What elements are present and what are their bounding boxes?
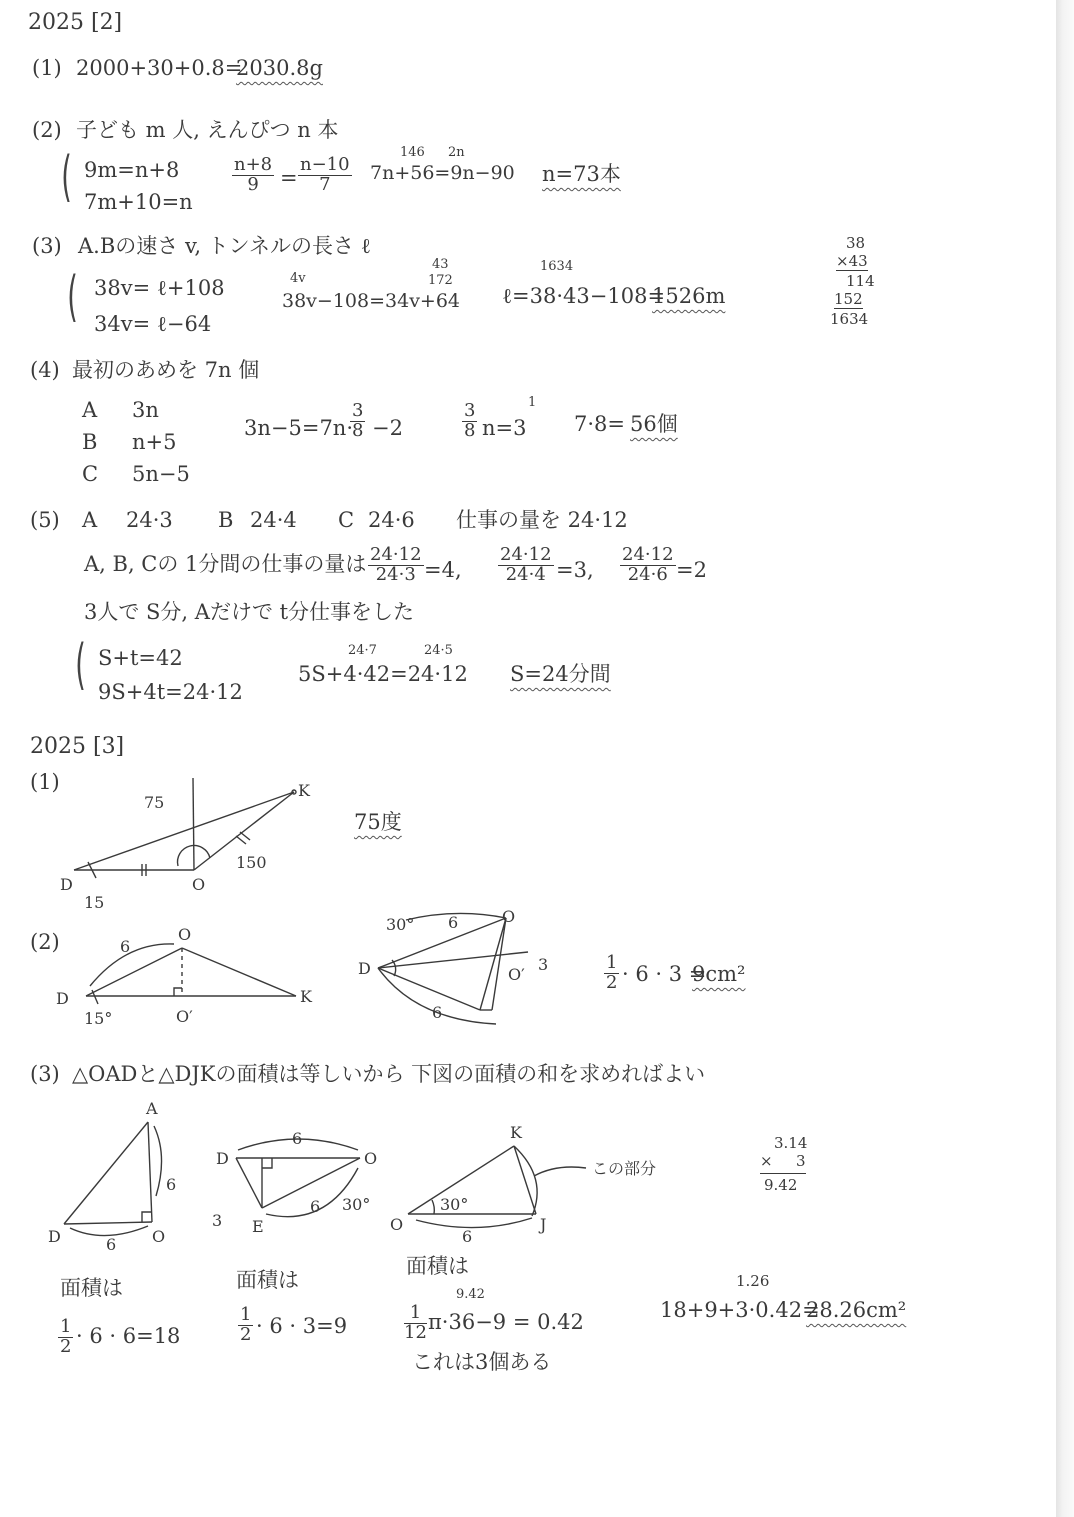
s3-p3-intro: △OADと△DJKの面積は等しいから 下図の面積の和を求めればよい [72,1062,706,1086]
s3-p2-arc [90,944,174,986]
p3-brace: ( [67,265,78,328]
p5-answer: S=24分間 [510,662,611,686]
s3-p2b-label-3: 3 [538,955,549,974]
s3-p3-area3-note: 9.42 [456,1287,485,1302]
s3-p3f3-arc-bottom [416,1218,532,1228]
s3-p2-label-6: 6 [120,937,131,956]
s3-p1-label-75: 75 [144,793,165,812]
s3-p2-label-15: 15° [84,1009,113,1028]
p3-mid-note-2: 43 [432,257,449,272]
s3-p1-answer: 75度 [354,810,402,834]
s3-p3f3-label-k: K [510,1123,522,1142]
p4-row-b-value: n+5 [132,430,177,454]
p3-calc-line-5: 1634 [830,310,869,328]
s3-p3-calc-line-1: 3.14 [774,1134,808,1152]
p3-intro: A.Bの速さ v, トンネルの長さ ℓ [78,234,371,258]
s3-p3-area3: π·36−9 = 0.42 [428,1310,584,1334]
p3-result-note: 1634 [540,259,574,274]
s3-p3f1-right-angle [142,1212,152,1222]
s3-p3f2-label-3: 3 [212,1211,223,1230]
s3-p1-tick [240,832,250,840]
p4-equation-left: 3n−5=7n· [244,416,353,440]
s3-p2-line-do [86,948,182,996]
s3-p2b-line-4 [492,918,506,1010]
s3-p3-number: (3) [30,1062,60,1086]
s3-p3f2-label-6b: 6 [310,1197,321,1216]
p2-eq1: 9m=n+8 [84,158,180,182]
p1-answer: 2030.8g [236,56,323,80]
s3-p3-area2: · 6 · 3=9 [256,1314,348,1338]
p4-solution-note: 1 [528,395,537,410]
p2-number: (2) [32,118,62,142]
p4-solution-fraction: $\frac{3}{8}$ [464,400,476,441]
p5-eq2: 9S+4t=24·12 [98,680,243,704]
s3-p3f1-label-o: O [152,1227,166,1246]
s3-p3f3-label-j: J [540,1215,547,1234]
p5-c-label: C [338,508,355,532]
s3-p3-calc-line-2: 3 [796,1152,806,1170]
p4-equation-fraction: $\frac{3}{8}$ [352,400,364,441]
s3-p2b-label-o-prime: O′ [508,965,525,984]
p4-intro: 最初のあめを 7n 個 [72,358,260,382]
s3-p3f2-right-angle [262,1158,272,1168]
s3-p3f1-line-do [64,1222,152,1224]
s3-p3f1-label-a: A [146,1099,158,1118]
p3-calc-line-2: ×43 [836,252,868,270]
p3-mid-note-1: 4v [290,271,306,286]
p5-fraction-c-result: =2 [676,558,707,582]
p5-line3: 3人で S分, Aだけで t分仕事をした [84,600,415,624]
s3-p3f1-line-ao [148,1122,152,1222]
p3-answer: 1526m [652,284,726,308]
p5-mid-note-1: 24·7 [348,643,377,658]
section-3-header: 2025 [3] [30,734,125,759]
p3-calc-line-1: 38 [846,234,866,252]
p2-fraction-eq: = [280,166,298,190]
s3-p3f3-label-o: O [390,1215,404,1234]
p3-mid-note-3: 172 [428,273,453,288]
p5-fraction-a-result: =4, [424,558,462,582]
p3-calc-line-4: 152 [834,290,863,308]
p2-eq2: 7m+10=n [84,190,193,214]
s3-p1-figure [60,770,320,910]
s3-p3-figure-2 [206,1120,396,1240]
p1-expression: 2000+30+0.8= [76,56,243,80]
s3-p1-label-k: K [298,781,310,800]
s3-p2b-label-6: 6 [448,913,459,932]
s3-p3f2-line-de [236,1158,262,1208]
p5-eq1: S+t=42 [98,646,183,670]
s3-p2-label-k: K [300,987,312,1006]
p3-eq1: 38v= ℓ+108 [94,276,225,300]
p2-fraction-2: $\frac{n-10}{7}$ [300,154,350,195]
s3-p1-perpendicular [193,778,194,870]
s3-p1-label-15: 15 [84,893,105,912]
p4-answer: 56個 [630,412,678,436]
p2-brace: ( [61,145,72,208]
s3-p3-figure-1 [44,1096,184,1256]
s3-p1-label-o: O [192,875,206,894]
s3-p2b-line-1 [378,952,528,968]
s3-p3f3-label-30: 30° [440,1195,469,1214]
p4-answer-prefix: 7·8= [574,412,625,436]
s3-p2-number: (2) [30,930,60,954]
s3-p3f3-line-kj [514,1146,536,1214]
s3-p2-figure-1 [56,920,326,1030]
s3-p2-answer: 9cm² [692,962,746,986]
p5-fraction-a: $\frac{24\cdot 12}{24\cdot 3}$ [370,544,422,585]
p5-b-value: 24·4 [250,508,297,532]
p4-equation-right: −2 [372,416,403,440]
s3-p1-tick [236,836,246,844]
p3-calc-line-3: 114 [846,272,875,290]
p2-mid-equation: 7n+56=9n−90 [370,162,515,184]
p2-answer: n=73本 [542,162,621,186]
s3-p3f2-label-o: O [364,1149,378,1168]
p3-result: ℓ=38·43−108= [502,284,666,308]
p5-number: (5) [30,508,60,532]
p5-a-value: 24·3 [126,508,173,532]
s3-p3f2-label-30: 30° [342,1195,371,1214]
p2-mid-note-2: 2n [448,145,465,160]
p2-mid-note-1: 146 [400,145,425,160]
s3-p3-sum-note: 1.26 [736,1272,770,1290]
paper-edge [1056,0,1074,1517]
s3-p3f3-label-part: この部分 [592,1159,657,1178]
s3-p2b-line-2 [378,968,480,1010]
p4-row-a-key: A [82,398,98,422]
s3-p2-label-o: O [178,925,192,944]
p4-number: (4) [30,358,60,382]
s3-p3f3-pointer [534,1167,586,1176]
s3-p3-calc-rule [760,1173,806,1174]
s3-p3f2-label-e: E [252,1217,264,1236]
s3-p2-label-o-prime: O′ [176,1007,193,1026]
s3-p2-label-d: D [56,989,69,1008]
p4-row-c-value: 5n−5 [132,462,190,486]
p5-b-label: B [218,508,234,532]
s3-p3-area2-label: 面積は [236,1268,299,1292]
p5-line2: A, B, Cの 1分間の仕事の量は [84,552,367,576]
s3-p3-area3-count-note: これは3個ある [412,1350,552,1374]
s3-p2-figure-2 [356,900,566,1030]
s3-p3-area3-fraction: $\frac{1}{12}$ [404,1302,427,1343]
s3-p3f2-label-6: 6 [292,1129,303,1148]
s3-p3-calc-line-3: 9.42 [764,1176,798,1194]
s3-p2b-label-d: D [358,959,371,978]
s3-p3f3-label-6: 6 [462,1227,473,1246]
p5-c-value: 24·6 [368,508,415,532]
p4-row-b-key: B [82,430,98,454]
s3-p3f1-label-6b: 6 [106,1235,117,1254]
s3-p2-calc: · 6 · 3 = [622,962,707,986]
p5-fraction-c: $\frac{24\cdot 12}{24\cdot 6}$ [622,544,674,585]
s3-p3f1-line-ad [64,1122,148,1224]
p1-number: (1) [32,56,62,80]
p5-work-amount: 仕事の量を 24·12 [456,508,628,532]
p2-intro: 子ども m 人, えんぴつ n 本 [76,118,339,142]
s3-p3f1-label-6: 6 [166,1175,177,1194]
p4-row-a-value: 3n [132,398,159,422]
p4-row-c-key: C [82,462,99,486]
s3-p3-sum-prefix: 18+9+3·0.42= [660,1298,820,1322]
p2-fraction-1: $\frac{n+8}{9}$ [234,154,273,195]
p3-eq2: 34v= ℓ−64 [94,312,212,336]
p4-solution: n=3 [482,416,527,440]
s3-p3f1-label-d: D [48,1227,61,1246]
s3-p2-line-ok [182,948,296,996]
s3-p1-label-d: D [60,875,73,894]
s3-p2b-label-o: O [502,907,516,926]
s3-p3-sum-answer: 28.26cm² [806,1298,907,1322]
s3-p2b-line-3 [480,918,506,1010]
p3-mid-equation: 38v−108=34v+64 [282,290,461,312]
p5-mid-equation: 5S+4·42=24·12 [298,662,468,686]
s3-p3-area1-label: 面積は [60,1276,123,1300]
s3-p1-number: (1) [30,770,60,794]
p5-a-label: A [82,508,98,532]
s3-p3-area1: · 6 · 6=18 [76,1324,181,1348]
s3-p3-area2-fraction: $\frac{1}{2}$ [240,1304,252,1345]
p5-fraction-b-result: =3, [556,558,594,582]
p5-mid-note-2: 24·5 [424,643,453,658]
section-2-header: 2025 [2] [28,10,123,35]
s3-p3f2-label-d: D [216,1149,229,1168]
s3-p3f1-arc [154,1126,162,1196]
s3-p1-label-150: 150 [236,853,267,872]
s3-p3-figure-3 [386,1124,686,1244]
s3-p2-fraction: $\frac{1}{2}$ [606,952,618,993]
s3-p2b-label-30: 30° [386,915,415,934]
s3-p2b-label-6b: 6 [432,1003,443,1022]
s3-p3f3-angle [432,1200,434,1214]
p3-number: (3) [32,234,62,258]
s3-p2-right-angle [174,988,182,996]
p5-brace: ( [75,633,86,696]
p5-fraction-b: $\frac{24\cdot 12}{24\cdot 4}$ [500,544,552,585]
s3-p3-calc-times: × [760,1152,773,1170]
s3-p3-area1-fraction: $\frac{1}{2}$ [60,1316,72,1357]
s3-p3-area3-label: 面積は [406,1254,469,1278]
